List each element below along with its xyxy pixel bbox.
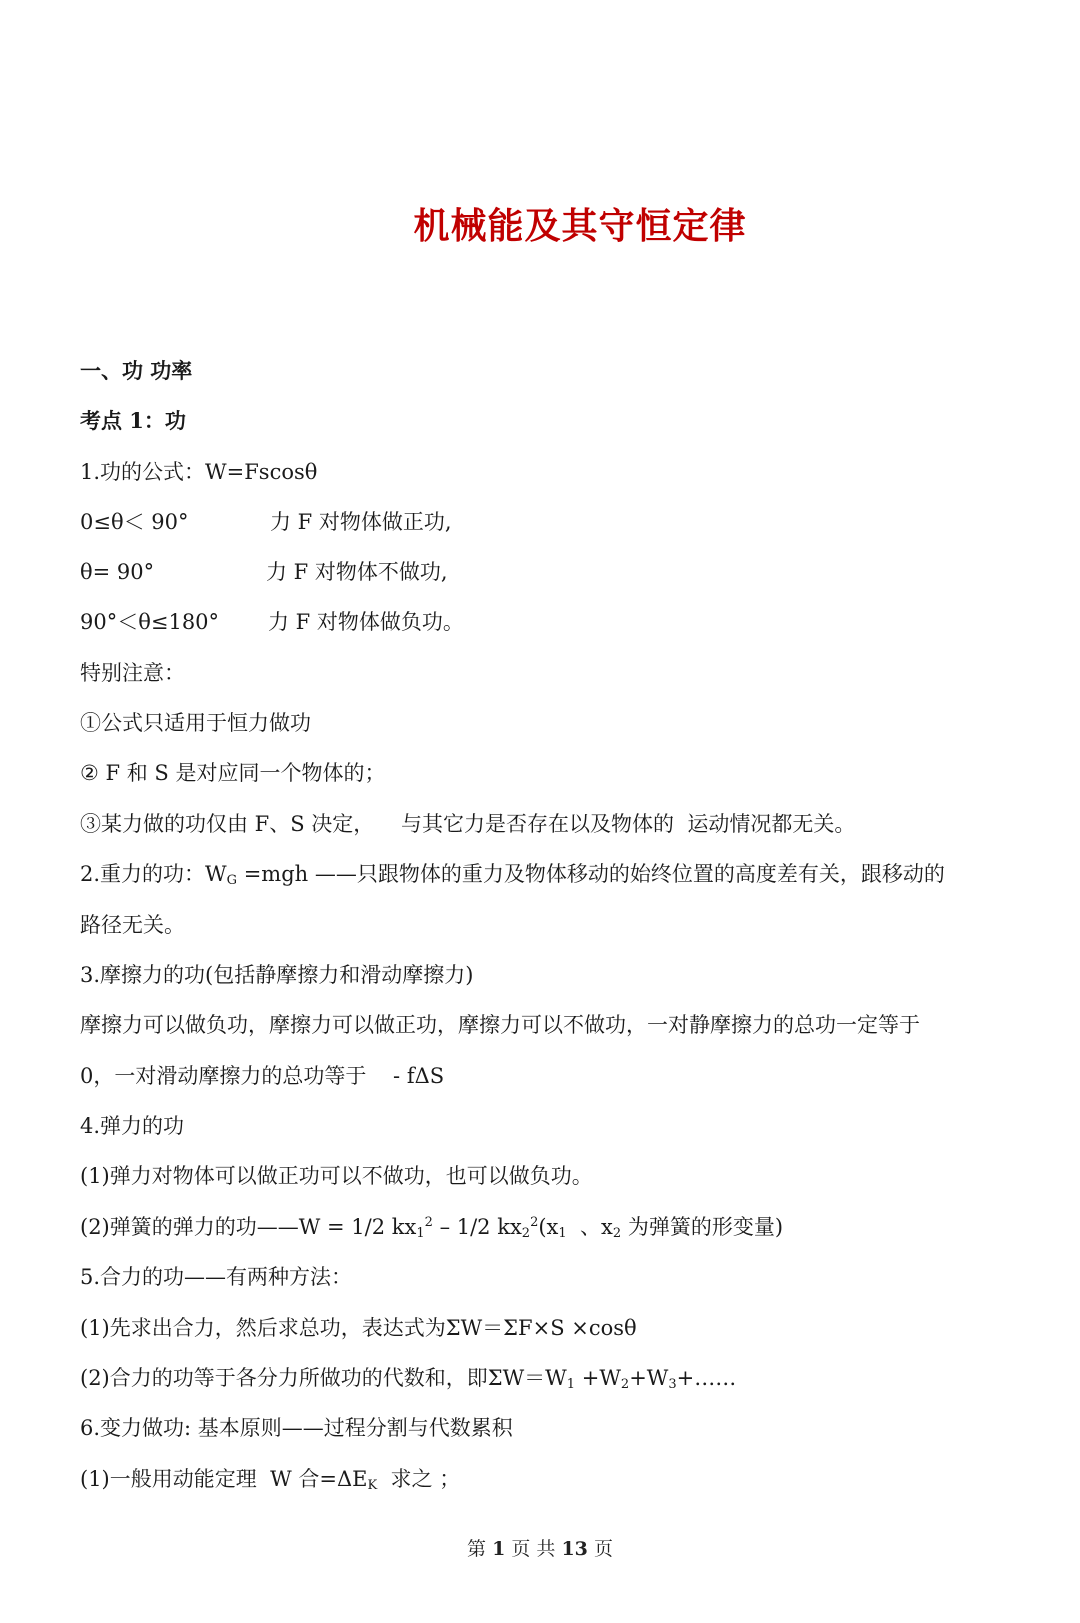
case-result: 力 F 对物体不做功, — [266, 560, 448, 584]
resultant-method-1: (1)先求出合力，然后求总功，表达式为ΣW＝ΣF×S ×cosθ — [80, 1316, 637, 1340]
case-condition: 90°＜θ≤180° — [80, 610, 220, 634]
case-row — [80, 607, 980, 637]
case-condition: θ= 90° — [80, 560, 155, 584]
spring-work-formula: (2)弹簧的弹力的功——W = 1/2 $kx_1^2 - 1/2$ $kx_2^2(x_1$ 、$x_2$ 为弹簧的形变量) — [80, 1215, 784, 1241]
gravity-work: 2.重力的功：$W_G =mgh$ ——只跟物体的重力及物体移动的始终位置的高度差有关，跟移动的 — [80, 862, 945, 888]
work-formula: 1.功的公式：W=Fscosθ — [80, 460, 318, 484]
case-result: 力 F 对物体做负功。 — [268, 610, 464, 634]
gravity-work-cont: 路径无关。 — [80, 913, 185, 937]
elastic-item: (1)弹力对物体可以做正功可以不做功，也可以做负功。 — [80, 1164, 593, 1188]
friction-text-cont: 0，一对滑动摩擦力的总功等于 - fΔS — [80, 1064, 445, 1088]
page-footer: 第 1 页 共 13 页 — [467, 1538, 613, 1560]
case-row — [80, 507, 980, 537]
case-condition: 0≤θ＜ 90° — [80, 510, 189, 534]
variable-force-method-1: (1)一般用动能定理 W 合$=\Delta E_K$ 求之 ； — [80, 1467, 461, 1493]
friction-text: 摩擦力可以做负功，摩擦力可以做正功，摩擦力可以不做功，一对静摩擦力的总功一定等于 — [80, 1013, 920, 1037]
friction-heading: 3.摩擦力的功(包括静摩擦力和滑动摩擦力) — [80, 963, 474, 987]
kaodian-heading: 考点 1：功 — [80, 408, 186, 433]
note-title: 特别注意： — [80, 661, 185, 685]
note-item: ② F 和 S 是对应同一个物体的； — [80, 761, 386, 785]
total-pages: 13 — [561, 1538, 588, 1560]
document-title: 机械能及其守恒定律 — [413, 205, 747, 247]
page-number: 1 — [492, 1538, 506, 1560]
elastic-heading: 4.弹力的功 — [80, 1114, 185, 1138]
resultant-heading: 5.合力的功——有两种方法： — [80, 1265, 353, 1289]
case-row — [80, 557, 980, 587]
resultant-method-2: (2)合力的功等于各分力所做功的代数和，即$\Sigma W=W_1$ $+W_2+W_3+\dots\dots$ — [80, 1366, 737, 1392]
note-item: ③某力做的功仅由 F、S 决定， 与其它力是否存在以及物体的 运动情况都无关。 — [80, 812, 856, 836]
section-heading: 一、功 功率 — [80, 358, 193, 383]
variable-force-heading: 6.变力做功: 基本原则——过程分割与代数累积 — [80, 1416, 513, 1440]
note-item: ①公式只适用于恒力做功 — [80, 711, 311, 735]
case-result: 力 F 对物体做正功, — [270, 510, 452, 534]
